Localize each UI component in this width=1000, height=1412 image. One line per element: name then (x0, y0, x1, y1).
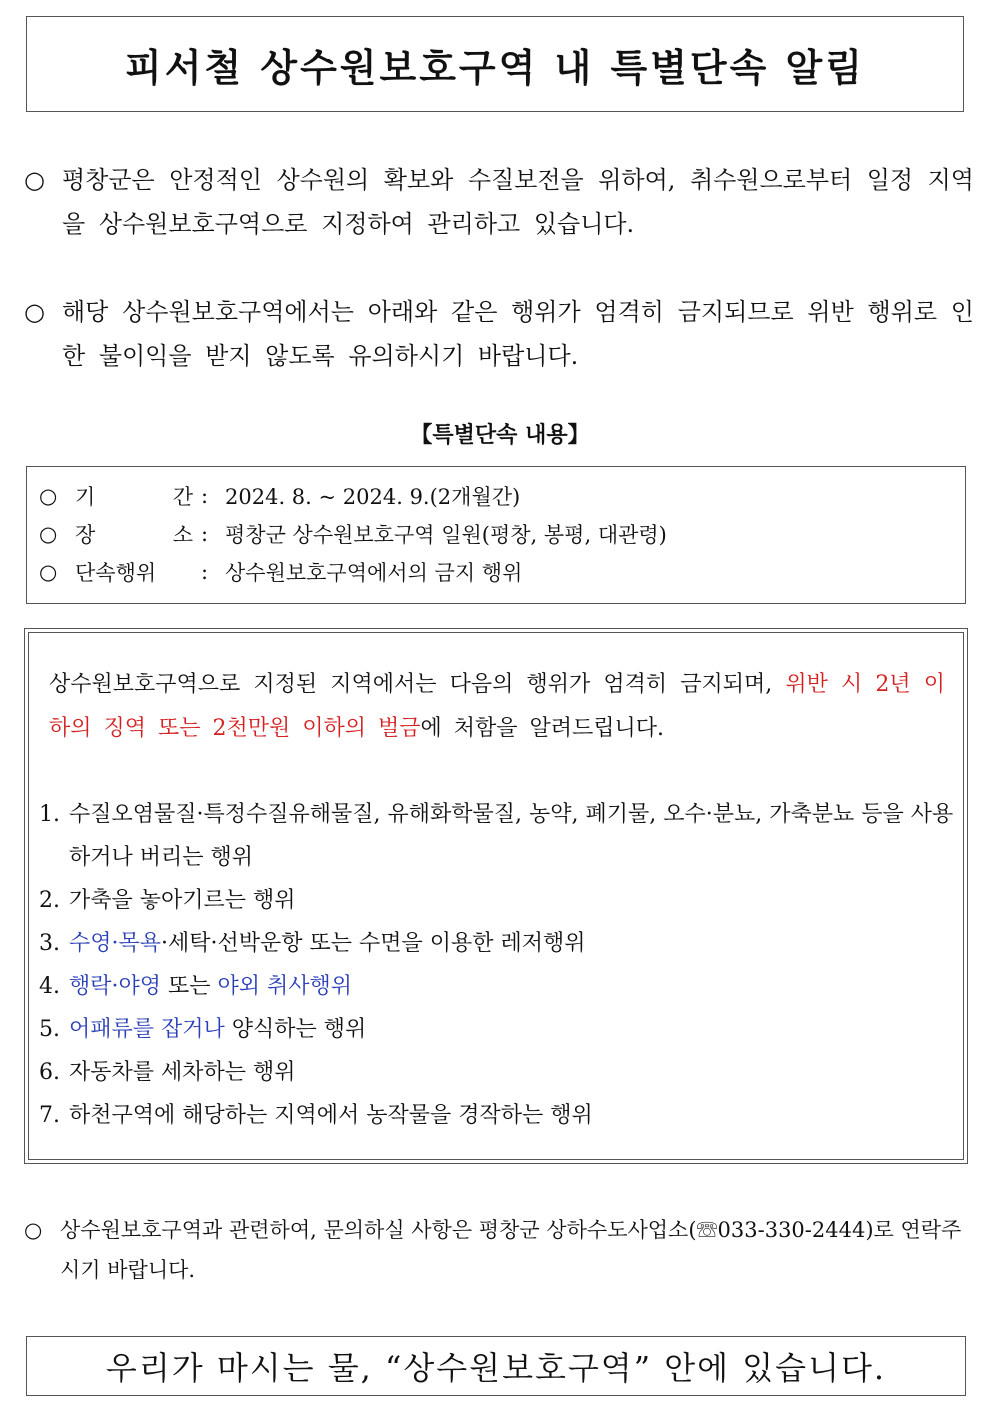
list-item (39, 922, 959, 965)
list-item (39, 965, 959, 1008)
intro-text-1: 평창군은 안정적인 상수원의 확보와 수질보전을 위하여, 취수원으로부터 일정 지역을 상수원보호구역으로 지정하여 관리하고 있습니다. (62, 166, 974, 238)
info-row-period (39, 477, 965, 515)
item-highlight-2: 야외 취사행위 (217, 974, 353, 999)
footer-slogan: 우리가 마시는 물, “상수원보호구역” 안에 있습니다. (105, 1349, 887, 1387)
item-number: 3. (39, 931, 60, 956)
list-item (39, 1094, 959, 1137)
item-number: 7. (39, 1103, 60, 1128)
item-text (69, 965, 959, 1008)
intro-paragraph-1 (24, 158, 974, 246)
bullet-circle-icon: ○ (39, 522, 58, 546)
item-text (69, 922, 959, 965)
bullet-circle-icon: ○ (24, 298, 45, 326)
item-number: 1. (39, 802, 60, 827)
prohibition-notice (49, 663, 945, 751)
item-number: 6. (39, 1060, 60, 1085)
prohibited-acts-box (24, 628, 968, 1164)
prohibited-acts-list (39, 793, 959, 1137)
bullet-circle-icon: ○ (24, 1218, 43, 1242)
bullet-circle-icon: ○ (39, 560, 58, 584)
place-label-b: 소 (172, 523, 193, 547)
item-highlight: 수영·목욕 (69, 931, 162, 956)
item-text: 하천구역에 해당하는 지역에서 농작물을 경작하는 행위 (69, 1103, 593, 1128)
bullet-circle-icon: ○ (39, 484, 58, 508)
item-highlight: 어패류를 잡거나 (69, 1017, 225, 1042)
info-box (26, 466, 966, 604)
period-value: 2024. 8. ~ 2024. 9.(2개월간) (225, 485, 521, 509)
place-label-a: 장 (75, 523, 96, 547)
item-text (69, 1008, 959, 1051)
notice-text: 상수원보호구역으로 지정된 지역에서는 다음의 행위가 엄격히 금지되며, (49, 672, 786, 697)
colon: : (201, 522, 209, 546)
title-box (26, 16, 964, 112)
list-item (39, 793, 959, 879)
intro-paragraph-2 (24, 290, 974, 378)
info-row-place (39, 515, 965, 553)
item-text-mid: 또는 (161, 974, 218, 999)
contact-text: 상수원보호구역과 관련하여, 문의하실 사항은 평창군 상하수도사업소(☏033-330-2444)로 연락주시기 바랍니다. (60, 1218, 962, 1282)
footer-slogan-box (26, 1336, 966, 1396)
item-text: 수질오염물질·특정수질유해물질, 유해화학물질, 농약, 폐기물, 오수·분뇨, 가축분뇨 등을 사용하거나 버리는 행위 (69, 802, 954, 870)
list-item (39, 879, 959, 922)
item-number: 2. (39, 888, 60, 913)
period-label-a: 기 (75, 485, 96, 509)
contact-paragraph (24, 1210, 976, 1290)
intro-text-2: 해당 상수원보호구역에서는 아래와 같은 행위가 엄격히 금지되므로 위반 행위로 인한 불이익을 받지 않도록 유의하시기 바랍니다. (62, 298, 974, 370)
item-highlight: 행락·야영 (69, 974, 162, 999)
item-number: 5. (39, 1017, 60, 1042)
list-item (39, 1008, 959, 1051)
prohibited-acts-inner (28, 632, 964, 1160)
colon: : (201, 560, 209, 584)
item-text-rest: 양식하는 행위 (224, 1017, 367, 1042)
item-number: 4. (39, 974, 60, 999)
section-heading: 【특별단속 내용】 (410, 423, 590, 448)
info-row-act (39, 553, 965, 591)
penalty-highlight: 위반 시 2년 이하의 징역 또는 2천만원 이하의 벌금 (49, 672, 945, 741)
act-value: 상수원보호구역에서의 금지 행위 (225, 561, 523, 585)
notice-tail: 에 처함을 알려드립니다. (420, 716, 665, 741)
list-item (39, 1051, 959, 1094)
item-text-rest: ·세탁·선박운항 또는 수면을 이용한 레저행위 (161, 931, 586, 956)
period-label (75, 481, 201, 511)
page-title: 피서철 상수원보호구역 내 특별단속 알림 (125, 44, 865, 90)
colon: : (201, 484, 209, 508)
period-label-b: 간 (172, 485, 193, 509)
item-text: 자동차를 세차하는 행위 (69, 1060, 296, 1085)
act-label: 단속행위 (75, 561, 157, 585)
place-label (75, 519, 201, 549)
bullet-circle-icon: ○ (24, 166, 45, 194)
item-text: 가축을 놓아기르는 행위 (69, 888, 296, 913)
place-value: 평창군 상수원보호구역 일원(평창, 봉평, 대관령) (225, 523, 667, 547)
